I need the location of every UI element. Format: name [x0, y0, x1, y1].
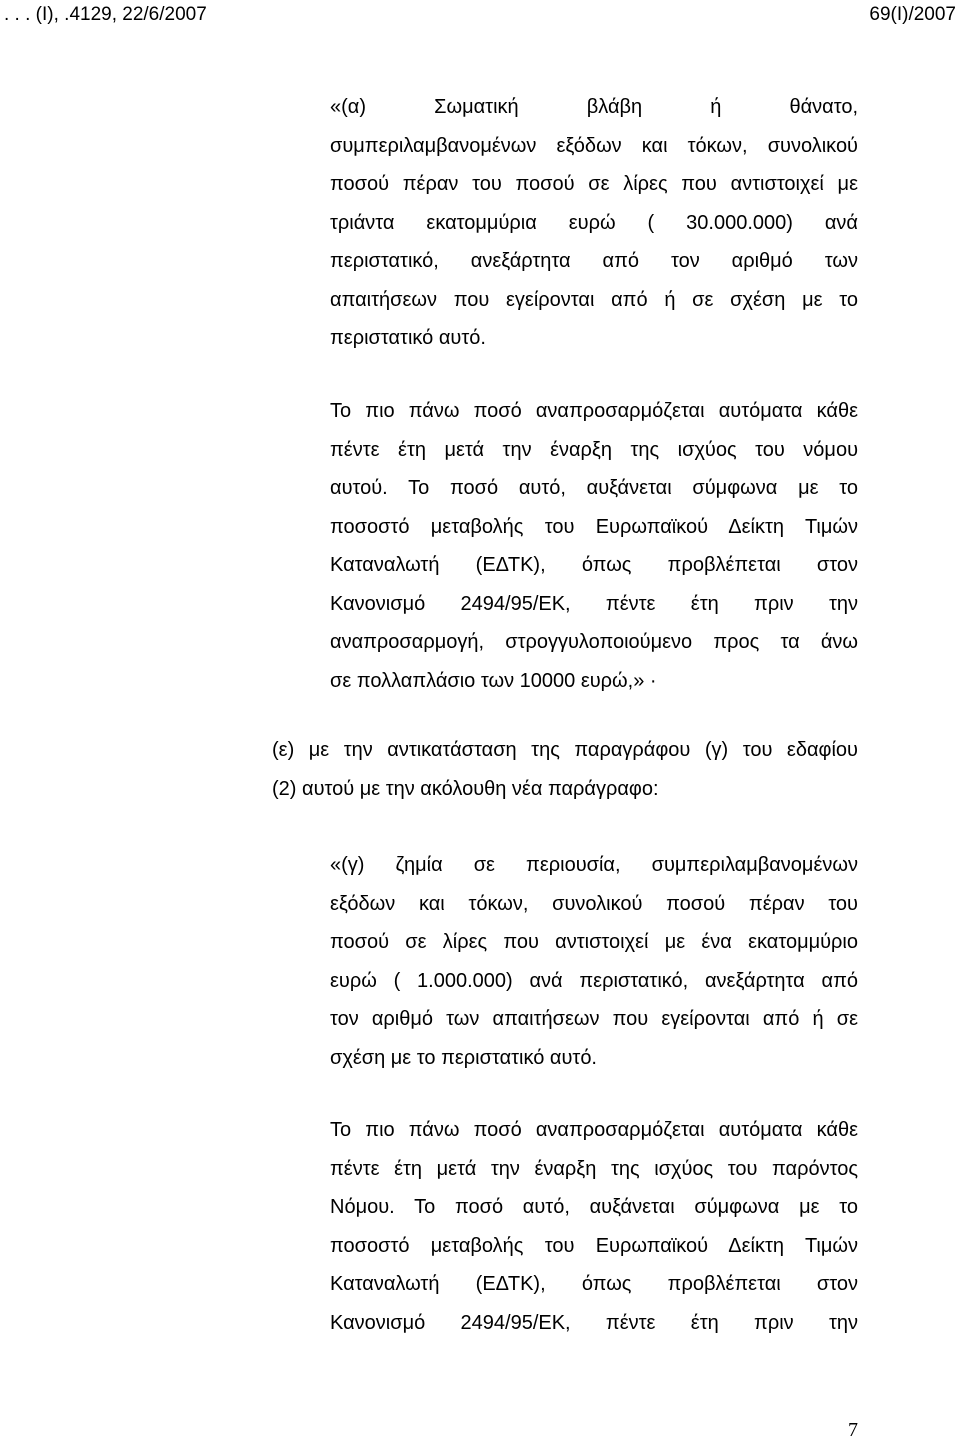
quote-paragraph-c [330, 846, 858, 1077]
text-line: εξόδων και τόκων, συνολικού ποσού πέραν του [330, 892, 858, 915]
text-line: αναπροσαρμογή, στρογγυλοποιούμενο προς τα άνω [330, 631, 858, 653]
text-line: Καταναλωτή (ΕΔΤΚ), όπως προβλέπεται στον [330, 554, 858, 576]
amendment-paragraph-e [272, 731, 858, 808]
text-line: πέντε έτη μετά την έναρξη της ισχύος του παρόντος [330, 1157, 858, 1180]
adjustment-paragraph-1 [330, 392, 858, 700]
text-line: ποσού πέραν του ποσού σε λίρες που αντιστοιχεί με [330, 173, 858, 195]
text-line: περιστατικό, ανεξάρτητα από τον αριθμό των [330, 250, 858, 272]
page-header [0, 0, 960, 30]
text-line: Το πιο πάνω ποσό αναπροσαρμόζεται αυτόματα κάθε [330, 1119, 858, 1141]
text-line: (ε) με την αντικατάσταση της παραγράφου (γ) του εδαφίου [272, 739, 858, 761]
quote-paragraph-a [330, 88, 858, 358]
text-line: τριάντα εκατομμύρια ευρώ ( 30.000.000) ανά [330, 211, 858, 234]
text-line: Το πιο πάνω ποσό αναπροσαρμόζεται αυτόματα κάθε [330, 400, 858, 422]
header-citation: . . . (Ι), .4129, 22/6/2007 [4, 4, 207, 25]
text-line: ποσοστό μεταβολής του Ευρωπαϊκού Δείκτη Τιμών [330, 1234, 858, 1257]
adjustment-paragraph-2 [330, 1111, 858, 1342]
text-line: τον αριθμό των απαιτήσεων που εγείρονται από ή σε [330, 1008, 858, 1030]
text-line: πέντε έτη μετά την έναρξη της ισχύος του νόμου [330, 438, 858, 461]
text-line: «(γ) ζημία σε περιουσία, συμπεριλαμβανομένων [330, 854, 858, 876]
text-line: Καταναλωτή (ΕΔΤΚ), όπως προβλέπεται στον [330, 1273, 858, 1295]
text-line: Κανονισμό 2494/95/ΕΚ, πέντε έτη πριν την [330, 1311, 858, 1334]
text-line: (2) αυτού με την ακόλουθη νέα παράγραφο: [272, 777, 659, 800]
text-line: σχέση με το περιστατικό αυτό. [330, 1046, 597, 1069]
text-line: συμπεριλαμβανομένων εξόδων και τόκων, συνολικού [330, 134, 858, 157]
text-line: Νόμου. Το ποσό αυτό, αυξάνεται σύμφωνα με το [330, 1196, 858, 1218]
text-line: σε πολλαπλάσιο των 10000 ευρώ,» · [330, 669, 657, 692]
text-line: περιστατικό αυτό. [330, 327, 486, 349]
text-line: απαιτήσεων που εγείρονται από ή σε σχέση με το [330, 288, 858, 311]
text-line: ευρώ ( 1.000.000) ανά περιστατικό, ανεξάρτητα από [330, 969, 858, 992]
page-number: 7 [848, 1419, 858, 1441]
header-law-number: 69(Ι)/2007 [869, 4, 956, 25]
text-line: ποσού σε λίρες που αντιστοιχεί με ένα εκατομμύριο [330, 931, 858, 953]
text-line: Κανονισμό 2494/95/ΕΚ, πέντε έτη πριν την [330, 592, 858, 615]
text-line: ποσοστό μεταβολής του Ευρωπαϊκού Δείκτη Τιμών [330, 515, 858, 538]
text-line: αυτού. Το ποσό αυτό, αυξάνεται σύμφωνα με το [330, 477, 858, 499]
text-line: «(α) Σωματική βλάβη ή θάνατο, [330, 96, 858, 118]
